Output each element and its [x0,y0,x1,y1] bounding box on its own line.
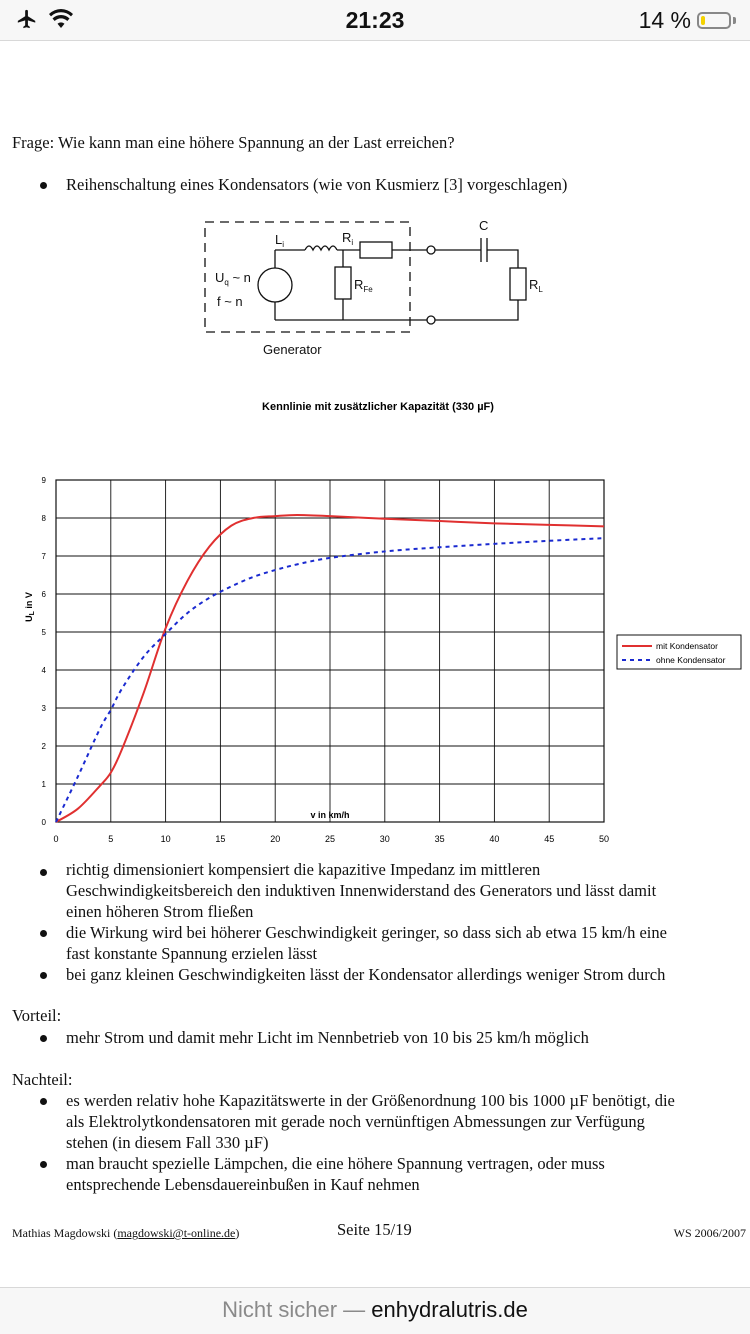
bullet-a-line-4: die Wirkung wird bei höherer Geschwindigkeit geringer, so dass sich ab etwa 15 km/h eine [66,923,667,942]
legend-ohne-kondensator: ohne Kondensator [656,655,726,665]
document-page [0,40,750,1288]
url-domain: enhydralutris.de [371,1297,528,1322]
label-rl: $R_L$ [529,277,543,294]
bullet-a-line-1: richtig dimensioniert kompensiert die kapazitive Impedanz im mittleren [66,860,541,879]
nachteil-line-1: es werden relativ hohe Kapazitätswerte in der Größenordnung 100 bis 1000 µF benötigt, die [66,1091,675,1110]
nachteil-label: Nachteil: [12,1070,73,1089]
url-bar[interactable] [0,1287,750,1334]
x-tick-label: 20 [270,834,281,844]
footer-author-close: ) [235,1226,240,1240]
circuit-diagram [195,210,565,360]
resistor-rl [510,268,526,300]
x-tick-label: 25 [324,834,336,844]
inductor-coil [305,246,337,250]
x-tick-label: 50 [598,834,610,844]
footer-author [12,1223,239,1244]
resistor-rfe [335,267,351,299]
resistor-ri [360,242,392,258]
battery-tip [733,17,736,24]
y-tick-label: 8 [41,514,46,523]
y-tick-label: 9 [41,476,46,485]
label-uq: $U_q$ ~ n [215,270,251,287]
bullet-dot [40,182,47,189]
voltage-chart [0,390,750,844]
bullet-a-line-3: einen höheren Strom fließen [66,902,254,921]
x-tick-label: 30 [379,834,390,844]
status-bar [0,0,750,41]
bullet-a-line-2: Geschwindigkeitsbereich den induktiven Innenwiderstand des Generators und lässt damit [66,881,657,900]
battery-icon [697,12,731,29]
x-tick-label: 15 [215,834,226,844]
footer-term: WS 2006/2007 [673,1226,746,1240]
legend-mit-kondensator: mit Kondensator [656,641,718,651]
nachteil-line-4: man braucht spezielle Lämpchen, die eine höhere Spannung vertragen, oder muss [66,1154,605,1173]
y-tick-label: 3 [41,704,46,713]
bullet-intro: Reihenschaltung eines Kondensators (wie von Kusmierz [3] vorgeschlagen) [66,175,568,194]
nachteil-line-3: stehen (in diesem Fall 330 µF) [66,1133,269,1152]
wire-rl-bottom [435,300,518,320]
y-tick-label: 6 [41,590,46,599]
label-c: C [479,218,489,233]
chart-x-label: v in km/h [310,810,350,820]
bullet-a-line-5: fast konstante Spannung erzielen lässt [66,944,318,963]
label-f: f ~ n [217,294,243,309]
status-time: 21:23 [345,7,405,33]
voltage-source [258,268,292,302]
bullet-dot [40,1161,47,1168]
terminal-bottom [427,316,435,324]
x-tick-label: 5 [108,834,114,844]
wire-rl [487,250,518,268]
chart-y-label: $U_L$ in V [24,592,36,622]
question-text: Frage: Wie kann man eine höhere Spannung an der Last erreichen? [12,133,455,152]
vorteil-label: Vorteil: [12,1006,62,1025]
nachteil-line-5: entsprechende Lebensdauereinbußen in Kauf nehmen [66,1175,420,1194]
y-tick-label: 5 [41,628,46,637]
label-generator: Generator [263,342,322,357]
y-tick-label: 0 [41,818,46,827]
bullet-a-line-6: bei ganz kleinen Geschwindigkeiten lässt der Kondensator allerdings weniger Strom durch [66,965,666,984]
chart-grid [56,480,604,822]
x-tick-label: 0 [53,834,59,844]
x-tick-label: 40 [489,834,500,844]
battery-fill [701,16,705,25]
nachteil-line-2: als Elektrolytkondensatoren mit gerade noch vernünftigen Abmessungen zur Verfügung [66,1112,645,1131]
terminal-top [427,246,435,254]
bullet-dot [40,1035,47,1042]
y-tick-label: 1 [41,780,46,789]
chart-legend [617,635,741,669]
battery-percent: 14 % [638,7,691,33]
bullet-dot [40,972,47,979]
label-li: $L_i$ [275,232,285,249]
chart-title: Kennlinie mit zusätzlicher Kapazität (330 µF) [262,401,494,413]
x-tick-label: 45 [544,834,555,844]
y-tick-label: 4 [41,666,46,675]
label-rfe: $R_{Fe}$ [354,277,373,294]
bullet-dot [40,869,47,876]
label-ri: $R_i$ [342,230,354,247]
footer-email-link[interactable]: magdowski@t-online.de [117,1226,236,1240]
footer-page: Seite 15/19 [337,1220,412,1239]
y-tick-label: 7 [41,552,46,561]
bullet-dot [40,1098,47,1105]
vorteil-text: mehr Strom und damit mehr Licht im Nennbetrieb von 10 bis 25 km/h möglich [66,1028,589,1047]
footer-author-name: Mathias Magdowski ( [12,1226,118,1240]
status-right [639,7,736,34]
bullet-dot [40,930,47,937]
url-security-label: Nicht sicher — [222,1297,372,1322]
x-tick-label: 10 [160,834,171,844]
x-tick-label: 35 [434,834,445,844]
y-tick-label: 2 [41,742,46,751]
